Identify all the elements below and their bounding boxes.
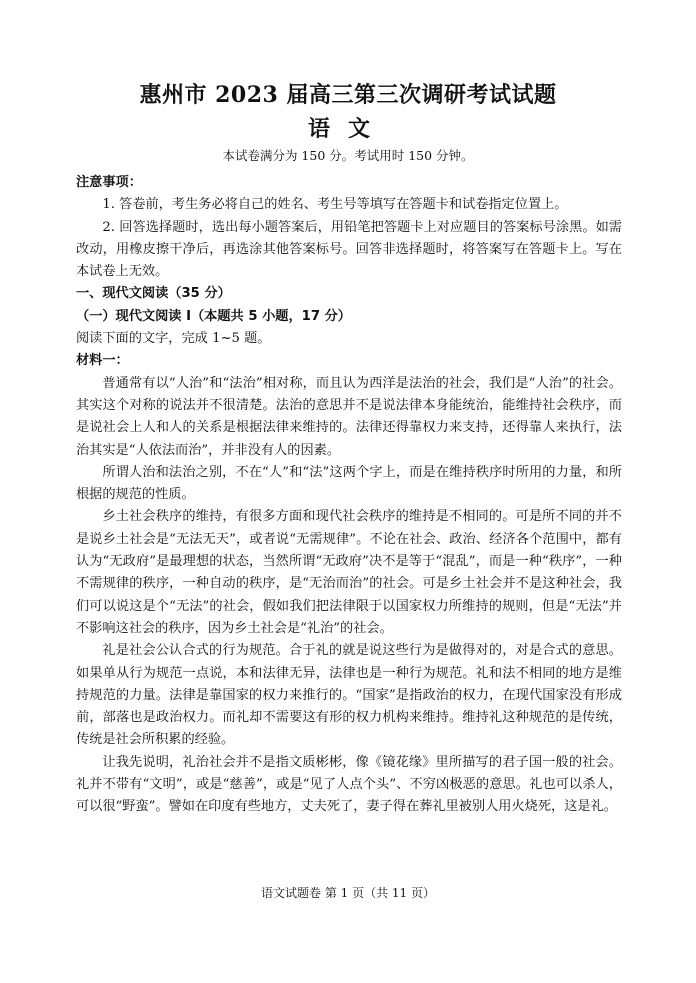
notice-item-1: 1. 答卷前，考生务必将自己的姓名、考生号等填写在答题卡和试卷指定位置上。	[102, 197, 568, 213]
material-paragraph-2: 所谓人治和法治之别，不在“人”和“法”这两个字上，而是在维持秩序时所用的力量，和所根据的规范的性质。	[76, 464, 622, 503]
reading-instruction: 阅读下面的文字，完成 1~5 题。	[76, 331, 271, 347]
material-label: 材料一：	[76, 353, 129, 369]
material-paragraph-5: 让我先说明，礼治社会并不是指文质彬彬，像《镜花缘》里所描写的君子国一般的社会。礼并不带有“文明”，或是“慈善”，或是“见了人点个头”、不穷凶极恶的意思。礼也可以杀人，可以很“野蛮”。譬如在印度有些地方，丈夫死了，妻子得在葬礼里被别人用火烧死，这是礼。	[76, 754, 622, 815]
material-paragraph-3: 乡土社会秩序的维持，有很多方面和现代社会秩序的维持是不相同的。可是所不同的并不是说乡土社会是“无法无天”，或者说“无需规律”。不论在社会、政治、经济各个范围中，都有认为“无政府”是最理想的状态，当然所谓“无政府”决不是等于“混乱”，而是一种“秩序”，一种不需规律的秩序，一种自动的秩序，是“无治而治”的社会。可是乡土社会并不是这种社会，我们可以说这是个“无法”的社会，假如我们把法律限于以国家权力所维持的规则，但是“无法”并不影响这社会的秩序，因为乡土社会是“礼治”的社会。	[76, 509, 622, 636]
subject-title: 语文	[307, 116, 388, 142]
material-paragraph-4: 礼是社会公认合式的行为规范。合于礼的就是说这些行为是做得对的，对是合式的意思。如果单从行为规范一点说，本和法律无异，法律也是一种行为规范。礼和法不相同的地方是维持规范的力量。法律是靠国家的权力来推行的。“国家”是指政治的权力，在现代国家没有形成前，部落也是政治权力。而礼却不需要这有形的权力机构来维持。维持礼这种规范的是传统，传统是社会所积累的经验。	[76, 643, 622, 748]
score-note: 本试卷满分为 150 分。考试用时 150 分钟。	[222, 148, 474, 163]
notice-heading: 注意事项：	[76, 175, 142, 190]
subsection-heading: （一）现代文阅读 I（本题共 5 小题，17 分）	[76, 308, 351, 324]
exam-body	[76, 172, 622, 819]
page-footer: 语文试题卷 第 1 页（共 11 页）	[261, 886, 435, 900]
notice-item-2: 2. 回答选择题时，选出每小题答案后，用铅笔把答题卡上对应题目的答案标号涂黑。如需改动，用橡皮擦干净后，再选涂其他答案标号。回答非选择题时，将答案写在答题卡上。写在本试卷上无效。	[76, 219, 622, 280]
material-paragraph-1: 普通常有以“人治”和“法治”相对称，而且认为西洋是法治的社会，我们是“人治”的社会。其实这个对称的说法并不很清楚。法治的意思并不是说法律本身能统治，能维持社会秩序，而是说社会上人和人的关系是根据法律来维持的。法律还得靠权力来支持，还得靠人来执行，法治其实是“人依法而治”，并非没有人的因素。	[76, 375, 622, 458]
exam-title: 惠州市 2023 届高三第三次调研考试试题	[139, 82, 557, 108]
section-heading: 一、现代文阅读（35 分）	[76, 286, 231, 302]
